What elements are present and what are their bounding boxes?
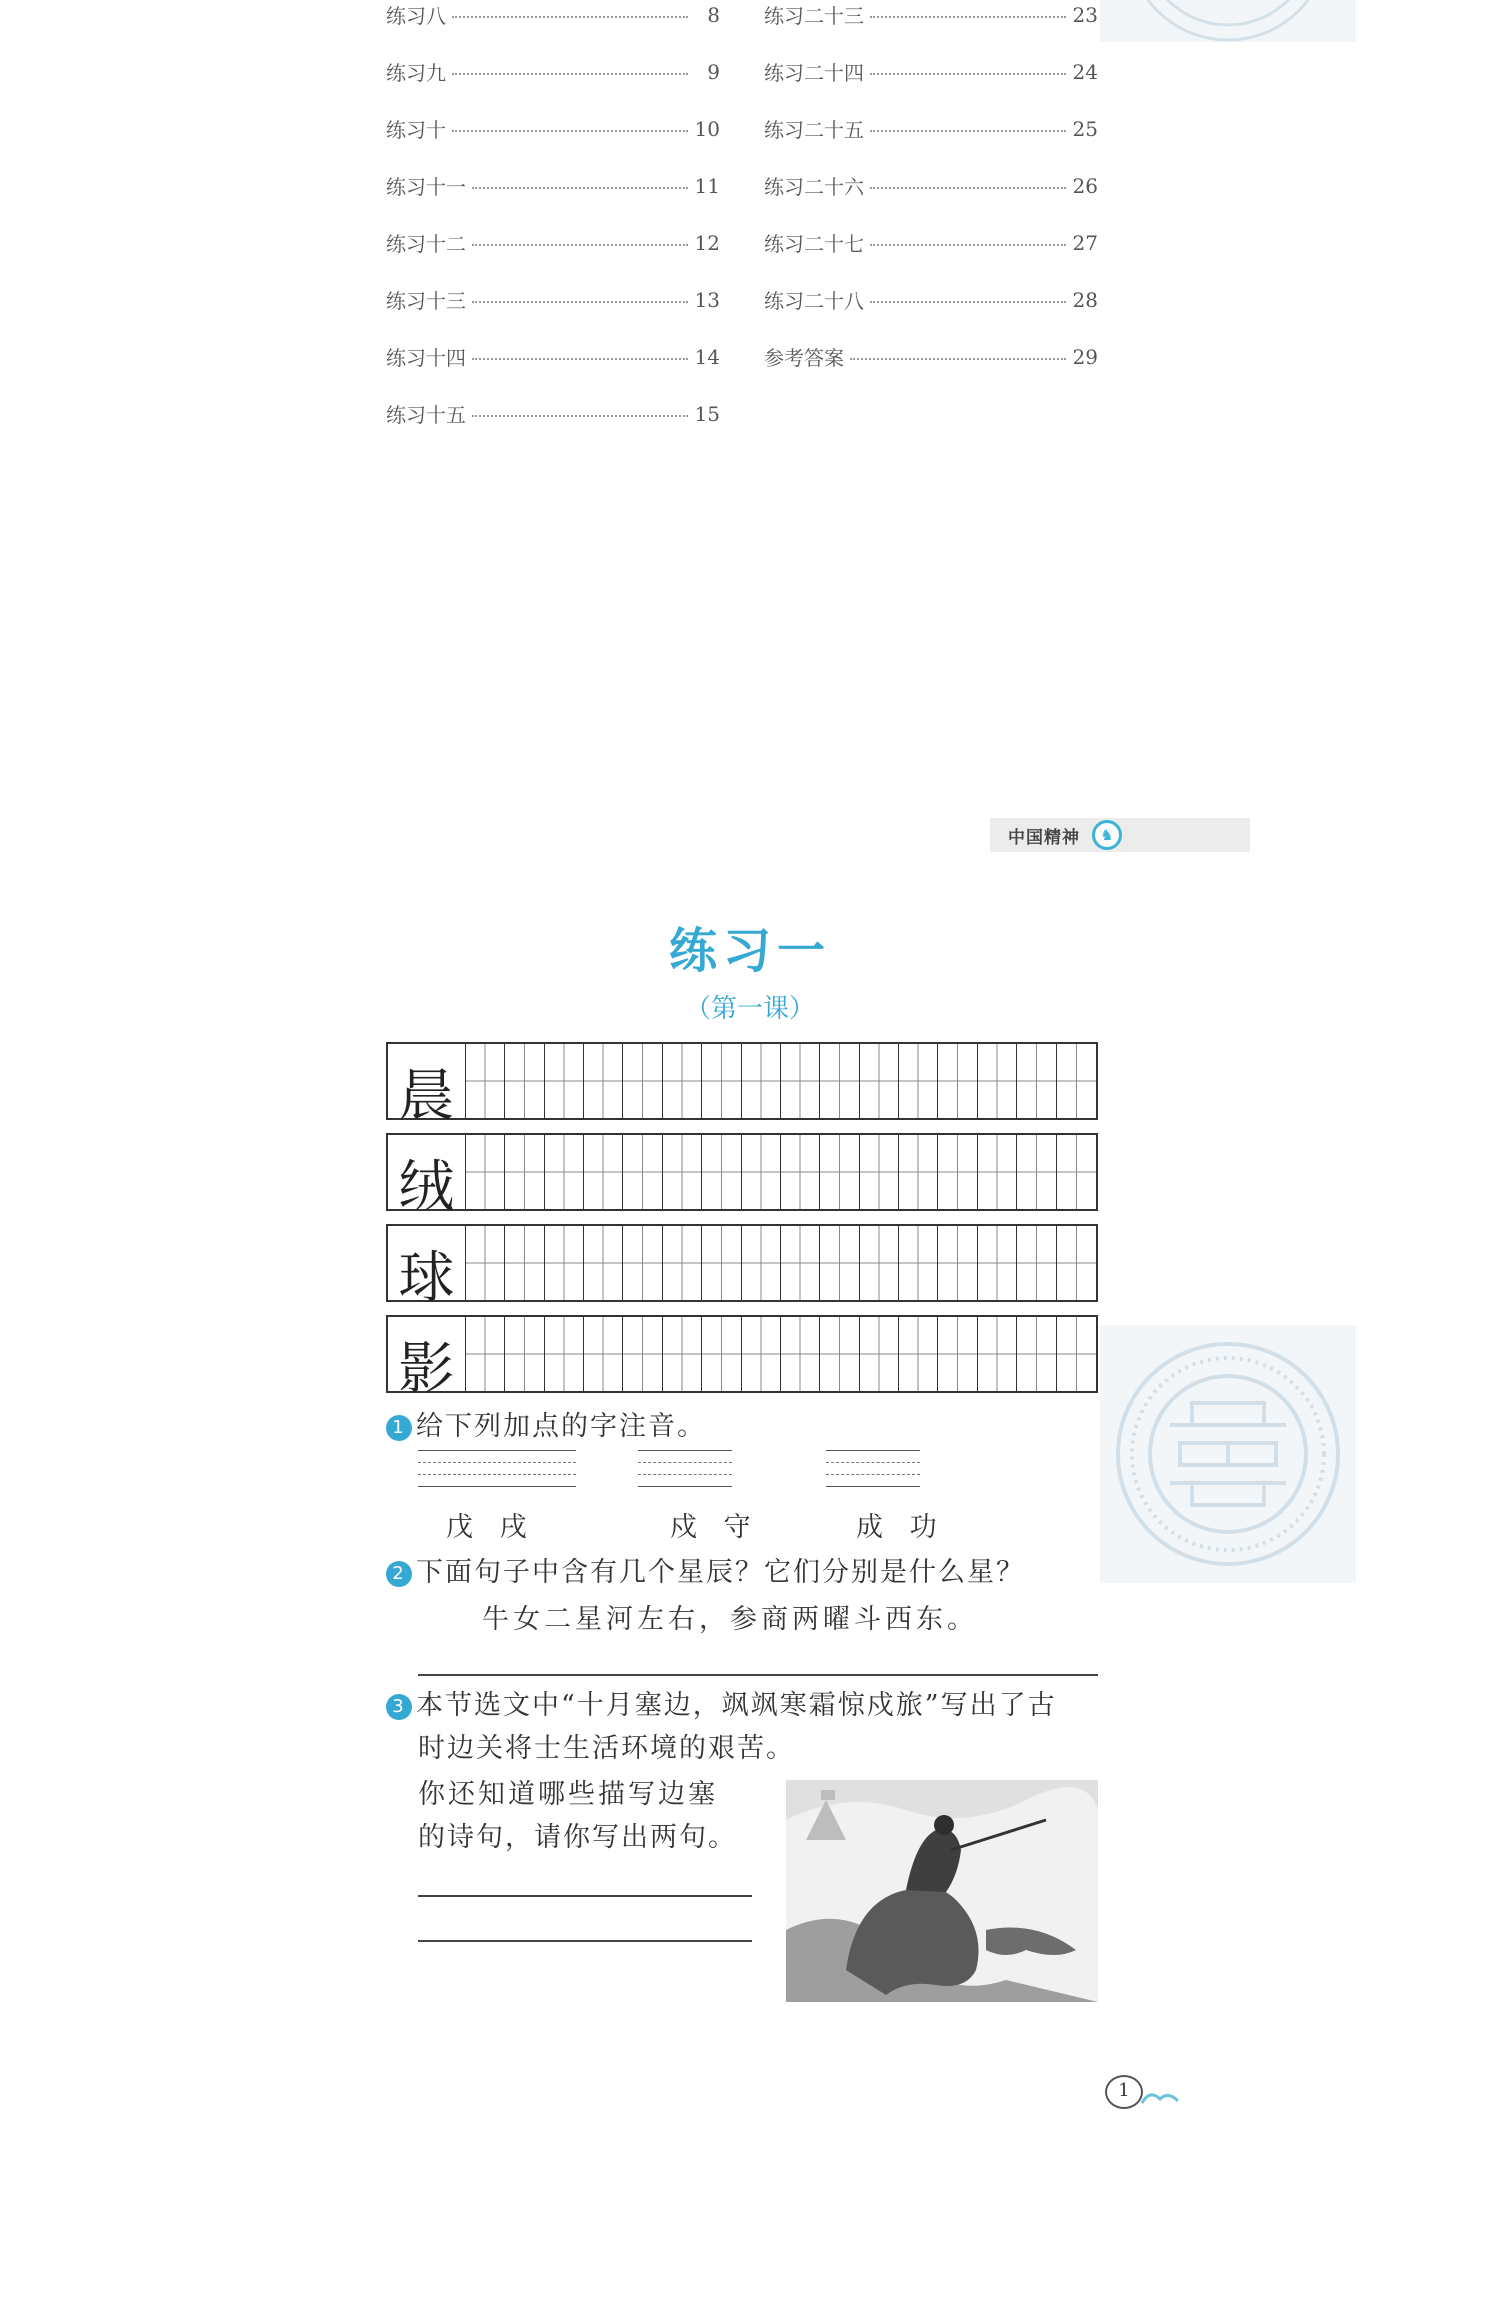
writing-cell[interactable] [899, 1044, 938, 1118]
toc-entry-page: 15 [694, 401, 720, 426]
toc-entry[interactable] [386, 328, 720, 385]
toc-entry-label: 练习二十八 [764, 289, 864, 313]
writing-cell[interactable] [781, 1044, 820, 1118]
writing-cell[interactable] [663, 1044, 702, 1118]
writing-grid-row [386, 1315, 1098, 1402]
writing-cell[interactable] [584, 1135, 623, 1209]
writing-cell[interactable] [545, 1317, 584, 1391]
writing-cell[interactable] [1057, 1044, 1096, 1118]
writing-cell[interactable] [860, 1226, 899, 1300]
toc-entry[interactable] [386, 43, 720, 100]
pinyin-line [638, 1486, 732, 1487]
pinyin-line [638, 1474, 732, 1475]
toc-leader-dots [870, 244, 1066, 246]
writing-cell[interactable] [978, 1226, 1017, 1300]
toc-entry[interactable] [386, 100, 720, 157]
writing-cell[interactable] [663, 1317, 702, 1391]
writing-cell[interactable] [742, 1226, 781, 1300]
toc-entry-page: 9 [707, 59, 720, 84]
writing-cell[interactable] [978, 1135, 1017, 1209]
toc-entry-page: 11 [694, 173, 720, 198]
char-pair: 成 功 [856, 1512, 939, 1543]
question-number-badge: 1 [386, 1415, 412, 1441]
toc-entry-page: 13 [694, 287, 720, 312]
pinyin-line [418, 1462, 576, 1463]
writing-cell[interactable] [545, 1226, 584, 1300]
toc-entry[interactable] [764, 214, 1098, 271]
writing-cell[interactable] [702, 1226, 741, 1300]
pinyin-line [826, 1450, 920, 1451]
writing-cell[interactable] [781, 1226, 820, 1300]
question-3-text-line4: 的诗句，请你写出两句。 [418, 1822, 737, 1853]
pinyin-line [638, 1450, 732, 1451]
question-2-text: 下面句子中含有几个星辰？它们分别是什么星？ [416, 1557, 1025, 1588]
toc-leader-dots [870, 130, 1066, 132]
writing-cell[interactable] [860, 1317, 899, 1391]
writing-cell[interactable] [623, 1135, 662, 1209]
medallion-decoration-top [1100, 0, 1356, 42]
toc-entry[interactable] [386, 385, 720, 442]
toc-entry[interactable] [764, 43, 1098, 100]
model-character: 晨 [398, 1064, 455, 1129]
horse-icon: ♞ [1092, 820, 1122, 850]
writing-cell[interactable] [663, 1226, 702, 1300]
writing-cell[interactable] [702, 1317, 741, 1391]
model-character: 球 [398, 1246, 455, 1311]
question-3-text: 本节选文中“十月塞边，飒飒寒霜惊戍旅”写出了古 [416, 1690, 1057, 1721]
toc-entry-label: 练习二十三 [764, 4, 864, 28]
model-character-cell [388, 1226, 466, 1311]
writing-cell[interactable] [1017, 1044, 1056, 1118]
toc-leader-dots [870, 16, 1066, 18]
toc-entry[interactable] [386, 214, 720, 271]
writing-cell[interactable] [899, 1226, 938, 1300]
writing-cell[interactable] [505, 1135, 544, 1209]
toc-entry-page: 23 [1072, 2, 1098, 27]
writing-cell[interactable] [545, 1135, 584, 1209]
toc-entry-page: 12 [694, 230, 720, 255]
writing-cell[interactable] [466, 1226, 505, 1300]
toc-entry-label: 参考答案 [764, 346, 844, 370]
toc-leader-dots [870, 187, 1066, 189]
toc-right-column [764, 0, 1098, 385]
writing-cell[interactable] [938, 1226, 977, 1300]
toc-entry-page: 14 [694, 344, 720, 369]
toc-leader-dots [452, 73, 688, 75]
toc-entry[interactable] [386, 157, 720, 214]
question-3 [386, 1683, 1057, 1722]
writing-cell[interactable] [623, 1317, 662, 1391]
toc-leader-dots [472, 244, 688, 246]
toc-leader-dots [870, 301, 1066, 303]
toc-leader-dots [850, 358, 1066, 360]
medallion-decoration [1100, 1325, 1356, 1583]
writing-cell[interactable] [820, 1317, 859, 1391]
toc-entry[interactable] [764, 271, 1098, 328]
writing-cell[interactable] [899, 1135, 938, 1209]
toc-entry-label: 练习十五 [386, 403, 466, 427]
toc-entry-label: 练习十四 [386, 346, 466, 370]
pinyin-line [418, 1474, 576, 1475]
writing-cell[interactable] [742, 1044, 781, 1118]
writing-cell[interactable] [820, 1044, 859, 1118]
writing-cell[interactable] [623, 1226, 662, 1300]
writing-cell[interactable] [938, 1317, 977, 1391]
toc-entry-page: 25 [1072, 116, 1098, 141]
writing-cell[interactable] [584, 1044, 623, 1118]
toc-entry-page: 24 [1072, 59, 1098, 84]
toc-entry-page: 28 [1072, 287, 1098, 312]
model-character: 影 [398, 1337, 455, 1402]
model-character: 绒 [398, 1155, 455, 1220]
toc-entry-label: 练习十 [386, 118, 446, 142]
toc-entry-page: 8 [707, 2, 720, 27]
page-number: 1 [1105, 2075, 1143, 2109]
toc-entry-page: 27 [1072, 230, 1098, 255]
writing-cell[interactable] [545, 1044, 584, 1118]
toc-entry-label: 练习八 [386, 4, 446, 28]
toc-entry-label: 练习十一 [386, 175, 466, 199]
toc-entry-label: 练习九 [386, 61, 446, 85]
writing-cell[interactable] [505, 1226, 544, 1300]
char-pair: 戊 戌 [446, 1512, 529, 1543]
toc-entry-label: 练习二十五 [764, 118, 864, 142]
model-character-cell [388, 1317, 466, 1402]
writing-cell[interactable] [899, 1317, 938, 1391]
toc-leader-dots [472, 301, 688, 303]
toc-leader-dots [870, 73, 1066, 75]
writing-cell[interactable] [584, 1317, 623, 1391]
toc-entry-page: 26 [1072, 173, 1098, 198]
writing-cell[interactable] [702, 1044, 741, 1118]
toc-entry-page: 29 [1072, 344, 1098, 369]
question-3-text-line3: 你还知道哪些描写边塞 [418, 1779, 718, 1810]
writing-cell[interactable] [1057, 1135, 1096, 1209]
writing-cell[interactable] [938, 1044, 977, 1118]
writing-cell[interactable] [781, 1317, 820, 1391]
pinyin-line [418, 1486, 576, 1487]
writing-cell[interactable] [1057, 1317, 1096, 1391]
toc-leader-dots [452, 130, 688, 132]
question-3-text-line2: 时边关将士生活环境的艰苦。 [418, 1733, 795, 1764]
writing-cell[interactable] [820, 1135, 859, 1209]
toc-left-column [386, 0, 720, 442]
writing-cell[interactable] [505, 1044, 544, 1118]
page-title: 练习一 [668, 923, 831, 979]
writing-grid-row [386, 1224, 1098, 1311]
writing-cell[interactable] [505, 1317, 544, 1391]
writing-cell[interactable] [978, 1317, 1017, 1391]
model-character-cell [388, 1044, 466, 1129]
question-1 [386, 1404, 706, 1443]
writing-cell[interactable] [742, 1317, 781, 1391]
writing-cell[interactable] [702, 1135, 741, 1209]
poem-line: 牛女二星河左右，参商两曜斗西东。 [482, 1604, 978, 1635]
writing-cell[interactable] [1017, 1317, 1056, 1391]
toc-entry-page: 10 [694, 116, 720, 141]
writing-cell[interactable] [781, 1135, 820, 1209]
wave-icon [1140, 2085, 1180, 2111]
horseman-illustration [786, 1780, 1098, 2002]
writing-cell[interactable] [1057, 1226, 1096, 1300]
pinyin-line [826, 1474, 920, 1475]
toc-entry[interactable] [764, 157, 1098, 214]
pinyin-line [826, 1462, 920, 1463]
section-tag-label: 中国精神 [1008, 827, 1080, 848]
toc-leader-dots [472, 187, 688, 189]
writing-cell[interactable] [860, 1044, 899, 1118]
writing-cell[interactable] [466, 1135, 505, 1209]
toc-leader-dots [472, 358, 688, 360]
writing-cell[interactable] [466, 1317, 505, 1391]
char-pair: 戍 守 [670, 1512, 753, 1543]
writing-cell[interactable] [1017, 1135, 1056, 1209]
toc-entry-label: 练习二十六 [764, 175, 864, 199]
question-1-text: 给下列加点的字注音。 [416, 1411, 706, 1442]
answer-line [418, 1940, 752, 1942]
toc-entry[interactable] [386, 271, 720, 328]
writing-cell[interactable] [978, 1044, 1017, 1118]
writing-cell[interactable] [663, 1135, 702, 1209]
writing-cell[interactable] [584, 1226, 623, 1300]
writing-cell[interactable] [1017, 1226, 1056, 1300]
writing-cell[interactable] [623, 1044, 662, 1118]
writing-cell[interactable] [742, 1135, 781, 1209]
question-number-badge: 2 [386, 1561, 412, 1587]
toc-leader-dots [452, 16, 688, 18]
question-2 [386, 1550, 1025, 1589]
answer-line [418, 1674, 1098, 1676]
toc-entry[interactable] [386, 0, 720, 43]
toc-entry[interactable] [764, 0, 1098, 43]
toc-entry-label: 练习二十七 [764, 232, 864, 256]
pinyin-line [418, 1450, 576, 1451]
writing-cell[interactable] [466, 1044, 505, 1118]
toc-entry-label: 练习十三 [386, 289, 466, 313]
toc-entry-label: 练习十二 [386, 232, 466, 256]
pinyin-line [638, 1462, 732, 1463]
model-character-cell [388, 1135, 466, 1220]
writing-grid-row [386, 1133, 1098, 1220]
writing-grid-row [386, 1042, 1098, 1129]
writing-cell[interactable] [860, 1135, 899, 1209]
page-subtitle: （第一课） [684, 994, 815, 1024]
toc-leader-dots [472, 415, 688, 417]
toc-entry[interactable] [764, 328, 1098, 385]
writing-cell[interactable] [938, 1135, 977, 1209]
question-number-badge: 3 [386, 1694, 412, 1720]
pinyin-line [826, 1486, 920, 1487]
section-header-tag [990, 818, 1250, 852]
writing-cell[interactable] [820, 1226, 859, 1300]
toc-entry[interactable] [764, 100, 1098, 157]
answer-line [418, 1895, 752, 1897]
toc-entry-label: 练习二十四 [764, 61, 864, 85]
